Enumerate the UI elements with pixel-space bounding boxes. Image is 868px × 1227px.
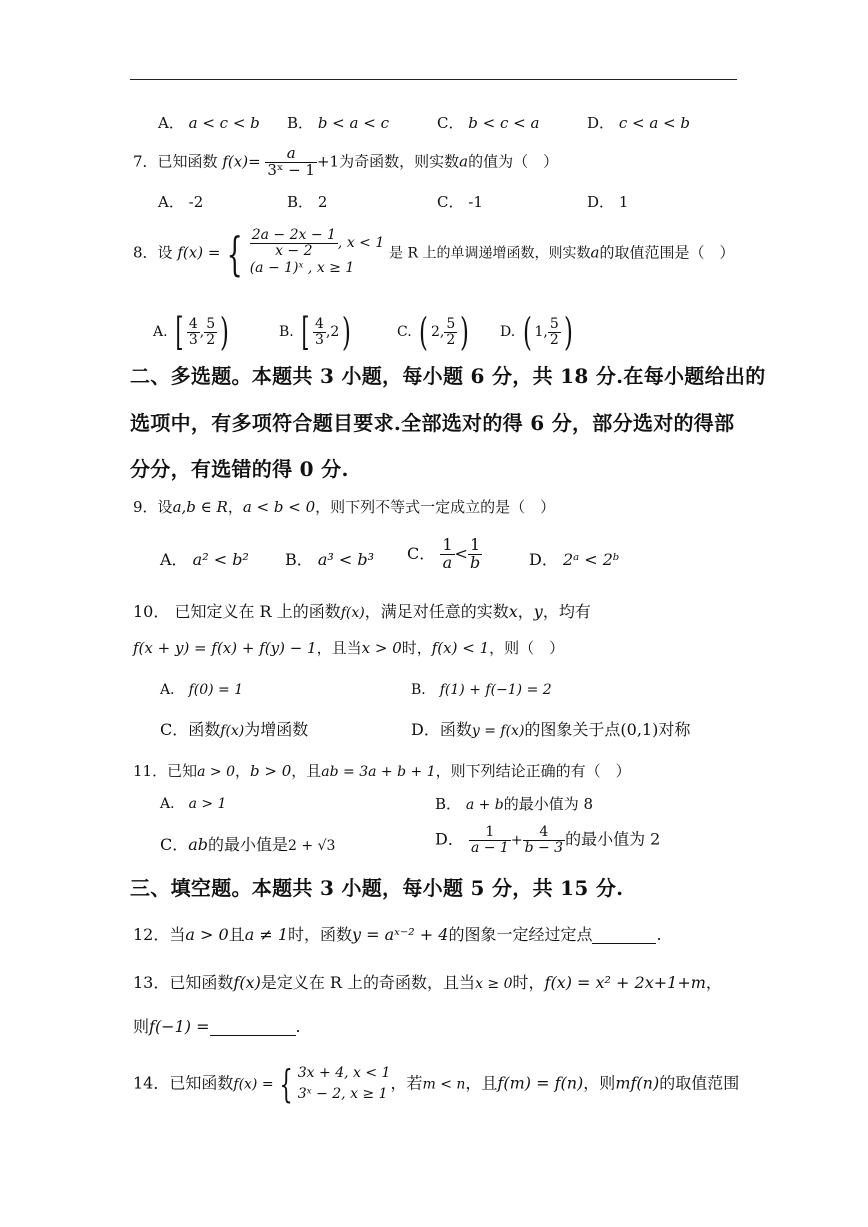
option-d: D． 2ᵃ < 2ᵇ (529, 550, 620, 569)
section-3-heading: 三、填空题。本题共 3 小题，每小题 5 分，共 15 分. (130, 876, 624, 900)
q10-stem-line2: f(x + y) = f(x) + f(y) − 1，且当x > 0时，f(x) < 1，则（ ） (133, 639, 565, 657)
q11-stem: 11．已知a > 0，b > 0，且ab = 3a + b + 1，则下列结论正确的有（ ） (133, 762, 631, 780)
q13-stem-line2: 则f(−1) = . (133, 1017, 301, 1036)
option-c: C. ( 2, $\frac{5}{2}$ ) (397, 310, 470, 354)
option-a: A. [ $\frac{4}{3}$ , $\frac{5}{2}$ ) (153, 310, 230, 354)
q14-stem: 14．已知函数f(x) = { 3x + 4, x < 1 3ˣ − 2, x ≥ 1 ，若m < n，且f(m) = f(n)，则mf(n)的取值范围 (133, 1062, 740, 1106)
option-b: B. [ $\frac{4}{3}$ ,2) (279, 310, 352, 354)
brace-icon: { (226, 226, 244, 281)
option-a: A． -2 (158, 193, 204, 211)
option-d: D．函数y = f(x)的图象关于点(0,1)对称 (411, 720, 691, 739)
option-b: B． b < a < c (287, 114, 389, 132)
option-b: B． 2 (287, 193, 328, 211)
answer-blank[interactable] (592, 927, 656, 944)
option-c: C．ab的最小值是2 + √3 (160, 835, 336, 854)
answer-blank[interactable] (210, 1019, 296, 1036)
option-d: D． $\frac{1}{a - 1}$ + $\frac{4}{b - 3}$ 的最小值为 2 (435, 824, 661, 856)
q9-stem: 9．设a,b ∈ R，a < b < 0，则下列不等式一定成立的是（ ） (133, 498, 556, 516)
piecewise-cases: 3x + 4, x < 1 3ˣ − 2, x ≥ 1 (297, 1065, 391, 1102)
option-b: B． f(1) + f(−1) = 2 (411, 682, 552, 698)
q7-stem: 7．已知函数 f(x)= $\frac{a}{\text{3ˣ − 1}}$ +1为奇函数，则实数a的值为（ ） (133, 144, 559, 179)
piecewise-cases: $\frac{2a - 2x - 1}{x - 2}$ , x < 1 (a − 1)ˣ , x ≥ 1 (249, 227, 385, 277)
option-d: D． 1 (587, 193, 629, 211)
option-a: A． a > 1 (160, 796, 227, 812)
fraction: $\frac{a}{\text{3ˣ − 1}}$ (267, 144, 315, 179)
option-a: A． f(0) = 1 (160, 682, 244, 698)
q13-stem-line1: 13．已知函数f(x)是定义在 R 上的奇函数，且当x ≥ 0时，f(x) = x² + 2x+1+m， (133, 973, 722, 992)
question-number: 8． (133, 243, 158, 262)
option-c: C．函数f(x)为增函数 (160, 720, 309, 739)
q10-stem-line1: 10． 已知定义在 R 上的函数f(x)，满足对任意的实数x，y，均有 (133, 602, 591, 621)
option-b: B． a + b的最小值为 8 (435, 795, 594, 813)
option-c: C． -1 (437, 193, 483, 211)
option-d: D. ( 1, $\frac{5}{2}$ ) (500, 310, 573, 354)
option-b: B． a³ < b³ (285, 550, 375, 569)
q8-stem: 8．设 f(x) = { $\frac{2a - 2x - 1}{x - 2}$ , x < 1 (a − 1)ˣ , x ≥ 1 是 R 上的单调递增函数，则实数a的取值范围是（ ） (133, 226, 735, 281)
header-rule (130, 79, 737, 80)
option-a: A． a² < b² (160, 550, 249, 569)
q12-stem: 12．当a > 0且a ≠ 1时，函数y = aˣ⁻² + 4的图象一定经过定点 . (133, 925, 662, 944)
brace-icon: { (279, 1062, 293, 1106)
option-c: C． b < c < a (437, 114, 540, 132)
option-d: D． c < a < b (587, 114, 690, 132)
option-c: C． $\frac{1}{a}$ < $\frac{1}{b}$ (407, 535, 481, 572)
question-number: 7． (133, 152, 158, 171)
option-a: A． a < c < b (158, 114, 260, 132)
